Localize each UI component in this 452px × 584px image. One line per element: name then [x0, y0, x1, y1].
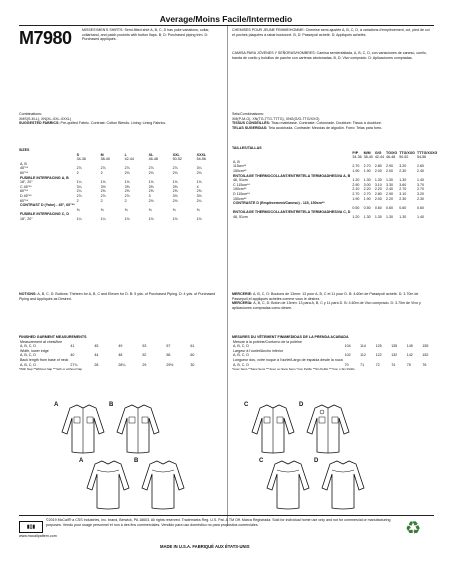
table-cell: 2⅞ [76, 193, 82, 198]
shirt-view-c-front [244, 402, 296, 456]
table-cell: 142 [406, 353, 413, 358]
table-cell: 1.90 [363, 168, 371, 173]
table-cell: 2.10 [352, 187, 360, 192]
table-cell: 1⅛ [148, 180, 154, 185]
table-cell: XXL [172, 152, 180, 157]
table-cell: 1⅛ [172, 180, 178, 185]
view-label: C [244, 402, 249, 408]
finished-measurements-en [19, 335, 224, 372]
table-cell: 1⅛ [124, 180, 130, 185]
table-cell: 50-52 [399, 155, 409, 160]
table-cell: 38-40 [363, 155, 373, 160]
view-label: A [54, 402, 59, 408]
row-label: A, B [20, 161, 27, 166]
row-label: A, B, C, D [233, 344, 249, 349]
table-cell: 1.30 [374, 214, 382, 219]
table-cell: 2⅞ [100, 166, 106, 171]
table-cell: 28 [94, 362, 99, 367]
table-cell: 0.50 [363, 205, 371, 210]
table-cell: 104 [344, 344, 351, 349]
combinations-fr-label: Sets/Combinaisons: [232, 112, 264, 116]
table-cell: 2.90 [386, 164, 394, 169]
row-label: Width, lower edge [20, 348, 49, 353]
table-cell: 2¼ [76, 189, 82, 194]
table-cell: 0.60 [374, 205, 382, 210]
table-cell: 3⅝ [148, 184, 154, 189]
table-cell: 3⅝ [124, 184, 130, 189]
table-cell: 1.30 [399, 178, 407, 183]
table-cell: M [100, 152, 104, 157]
table-cell: 2.30 [399, 168, 407, 173]
notions-value: A, B, C, D: Buttons: Thirteen for A, B, C and Eleven for D. B: 5 yds. of Purchased Piping. D: 4 yds. of Purchased Piping and Appliqués as Desired. [19, 292, 216, 301]
row-label: 18", 20" [20, 216, 33, 221]
row-label: Longueur dos, votre nuque à l'ourlet/Largo de espalda desde la nuca [233, 357, 343, 362]
table-cell: 0.50 [352, 205, 360, 210]
table-cell: 2.00 [386, 168, 394, 173]
table-cell: 2.70 [352, 164, 360, 169]
table-cell: XL [148, 152, 154, 157]
row-label: Measurement at chest/line [20, 339, 63, 344]
table-cell: 1⅛ [196, 216, 202, 221]
suggested-es-label: TELAS SUGERIDAS: [232, 125, 268, 130]
table-cell: ⅜ [124, 207, 128, 212]
row-label: D 115cm** [233, 191, 250, 196]
row-label: A, B, C, D [233, 362, 249, 367]
table-cell: 2.20 [386, 196, 394, 201]
table-cell: 1.30 [363, 214, 371, 219]
column-divider [227, 26, 228, 526]
table-cell: 2.00 [374, 168, 382, 173]
table-cell: 42-44 [374, 155, 385, 160]
table-cell: 152 [422, 353, 429, 358]
combinations-en [19, 112, 224, 126]
yardage-table-en [19, 148, 224, 222]
table-cell: 3¼ [196, 166, 202, 171]
table-cell: 2 [124, 198, 127, 203]
table-cell: 2⅞ [124, 193, 130, 198]
row-label: A, B, C, D [20, 362, 36, 367]
table-cell: ⅜ [196, 207, 200, 212]
notions-fr-value: A, B, C, D: Boutons de 13mm: 13 pour A, B, C et 11 pour D. B: 4.60m de Passepoil acheté. D: 3.70m de Passepoil et appliqués achetés comme vous le désirez. [232, 292, 419, 301]
table-cell: S [76, 152, 80, 157]
shirt-view-a-front [54, 402, 106, 456]
row-label: ENTOILAGE THERMOCOLLANT/ENTRETELA TERMOADHESIVA C, D [233, 210, 351, 215]
table-cell: 4 [196, 184, 199, 189]
table-cell: 122 [375, 353, 382, 358]
table-cell: 2.70 [416, 187, 424, 192]
view-label: A [79, 458, 84, 464]
table-cell: 2⅛ [148, 198, 154, 203]
row-label: 150cm** [233, 168, 247, 173]
finished-fr-label: MESURES DU VÊTEMENT FINI/MEDIDAS DE LA PRENDA ACABADA [232, 335, 349, 339]
row-label: C 45"** [20, 184, 32, 189]
table-cell: 125 [375, 344, 382, 349]
row-label: 46, 51cm [233, 178, 248, 183]
notions-es-value: A, B, C, D: Botón de 13mm: 13 para A, B, C y 11 para D. B: 4.60m de Vivo comprado. D: 3.70m de Vivo y aplicaciones compradas como desee. [232, 301, 421, 310]
table-cell: 52 [142, 353, 147, 358]
table-cell: ⅜ [76, 207, 80, 212]
finished-label: FINISHED GARMENT MEASUREMENTS [19, 335, 87, 339]
table-row [19, 217, 220, 222]
table-cell: 1⅛ [172, 216, 178, 221]
table-cell: 56 [166, 353, 171, 358]
shirt-view-b-back [134, 458, 186, 512]
sizes-label: SIZES [19, 148, 30, 152]
table-cell: 3.00 [363, 182, 371, 187]
shirt-view-d-front [299, 402, 351, 456]
notions-en [19, 292, 224, 301]
table-cell: 2⅞ [124, 166, 130, 171]
notions-fr [232, 292, 432, 310]
suggested-label: SUGGESTED FABRICS: [19, 121, 60, 126]
view-label: D [299, 402, 304, 408]
view-label: D [314, 458, 319, 464]
row-label: FUSIBLE INTERFACING C, D [20, 212, 69, 217]
table-cell: 2⅝ [196, 189, 202, 194]
shirt-view-a-back [79, 458, 131, 512]
table-cell: 2⅞ [148, 166, 154, 171]
table-cell: 49 [118, 344, 123, 349]
notions-es-label: MERCERÍA: [232, 301, 253, 306]
table-cell: 2⅞ [100, 193, 106, 198]
table-cell: P/P [352, 150, 359, 155]
pattern-number: M7980 [19, 28, 72, 48]
row-label: 60"** [20, 170, 29, 175]
table-cell: 42-44 [124, 157, 134, 162]
table-cell: 0.60 [399, 205, 407, 210]
table-cell: 2.30 [399, 196, 407, 201]
table-cell: 1.30 [374, 178, 382, 183]
table-cell: 0.60 [416, 205, 424, 210]
table-cell: 30 [190, 362, 195, 367]
table-cell: 34-36 [352, 155, 362, 160]
table-cell: 2⅞ [172, 166, 178, 171]
table-cell: 71 [360, 362, 365, 367]
row-label: 60"** [20, 189, 29, 194]
table-cell: 2 [100, 170, 103, 175]
finished-grid-fr [232, 340, 437, 368]
table-cell: 2.40 [416, 168, 424, 173]
website-link[interactable]: www.mccallpattern.com [19, 534, 57, 538]
yardage-grid-en [19, 153, 220, 222]
copyright-text: ©2019 McCall® a CSS Industries, Inc. brand, Berwick, PA 18603. All rights reserved. Trademarks Reg. U.S. Pat. & TM Off. Marca Registrada. Sold for individual home use only and not for commercial or manufacturing purposes. Vendu pour usage personnel et non à des fins commerciales. Vendido para uso doméstico no para propósitos comerciales. [46, 518, 391, 527]
table-cell: 132 [391, 353, 398, 358]
table-cell: 45 [94, 344, 99, 349]
table-cell: 2⅛ [196, 170, 202, 175]
table-cell: 74 [391, 362, 396, 367]
table-cell: 3.10 [399, 191, 407, 196]
row-label: 60"** [20, 198, 29, 203]
table-cell: ⅜ [148, 207, 152, 212]
row-label: CONTRAST D (Yoke) - 45", 60"** [20, 203, 75, 208]
table-cell: TTG/XXG [399, 150, 415, 155]
table-cell: 1.20 [352, 178, 360, 183]
table-cell: 2⅞ [76, 166, 82, 171]
sizes-fr-label: TAILLES/TALLAS [232, 146, 262, 150]
table-cell: TTTG/XXXG [416, 150, 438, 155]
finished-measurements-fr [232, 335, 437, 372]
description-es: CAMISA PARA JÓVENES Y SEÑORAS/HOMBRES: Camisa semientallada, A, B, C, D, con variaciones de canesú, cuello, banda de cuello y bolsillos de parche con carteras abotonadas. B, D: Vivo comprado. D: Aplicaciones compradas. [232, 51, 427, 60]
table-cell: 2⅛ [148, 170, 154, 175]
table-cell: 3¼ [76, 184, 82, 189]
table-cell: 2⅝ [148, 189, 154, 194]
table-cell: M/M [363, 150, 371, 155]
footer-rule [19, 515, 434, 516]
table-cell: 3.70 [416, 182, 424, 187]
suggested-es-value: Tela acolchada. Contraste: Mezclas de algodón. Forro: Telas para forro. [268, 125, 383, 130]
table-cell: ⅜ [100, 207, 104, 212]
table-cell: 34-36 [76, 157, 86, 162]
combinations-fr-value: XM(P-M-G), XN(TG-TTG-TTTG), XNG(G/G-TTG/XXG) [232, 116, 320, 121]
table-cell: 3.20 [416, 191, 424, 196]
table-cell: 3.10 [374, 182, 382, 187]
row-label: A, B, C, D [233, 353, 249, 358]
table-cell: 1.20 [352, 214, 360, 219]
notions-fr-label: MERCERIE: [232, 292, 253, 296]
row-label: A, B, C, D [20, 344, 36, 349]
row-label: 115cm** [233, 164, 247, 169]
suggested-fr-value: Tissu matelassé. Contraste: Cotonnade. Doublure: Tissus à doublure. [271, 121, 382, 126]
recycle-icon: ♻ [405, 518, 422, 538]
table-cell: 2⅛ [124, 170, 130, 175]
table-cell: 135 [391, 344, 398, 349]
table-cell: 2 [76, 170, 79, 175]
table-cell: 2⅛ [172, 170, 178, 175]
yardage-table-fr [232, 146, 437, 220]
table-cell: 75 [406, 362, 411, 367]
finished-footnote: *With Nap **Without Nap ***with or without Nap [19, 367, 83, 372]
table-cell: 3.60 [399, 182, 407, 187]
table-cell: 3½ [100, 184, 106, 189]
shirt-view-b-front [109, 402, 161, 456]
table-cell: 3.30 [386, 182, 394, 187]
table-cell: 2.70 [399, 187, 407, 192]
table-cell: 2⅝ [172, 189, 178, 194]
table-cell: 2.90 [386, 191, 394, 196]
combinations-label: Combinations: [19, 112, 42, 116]
table-cell: 1¼ [100, 216, 106, 221]
row-label: 150cm** [233, 196, 247, 201]
row-label: Back length from base of neck [20, 357, 69, 362]
table-cell: 1⅛ [196, 180, 202, 185]
table-cell: L [124, 152, 127, 157]
table-cell: 2.30 [416, 196, 424, 201]
table-cell: 1.90 [363, 196, 371, 201]
table-cell: 2.70 [363, 191, 371, 196]
table-cell: 46-48 [148, 157, 158, 162]
table-cell: 41 [70, 344, 75, 349]
table-cell: 50-52 [172, 157, 182, 162]
row-label: FUSIBLE INTERFACING A, B [20, 175, 69, 180]
difficulty-title: Average/Moins Facile/Intermedio [159, 14, 293, 24]
table-cell: 2 [76, 198, 79, 203]
finished-fr-footnote: *Avec Sens **Sans Sens ***Avec ou Sans Sens *Con Pelillo **Sin Pelillo ***Con o Sin Pelillo [232, 367, 355, 372]
combinations-value: XMS(S-M-L), XN(XL-XXL-XXXL) [19, 116, 72, 121]
table-cell: 2.20 [363, 187, 371, 192]
suggested-value: Pre-quilted Fabric. Contrast: Cotton Blends. Lining: Lining Fabrics. [60, 121, 167, 126]
table-cell: 2¼ [196, 198, 202, 203]
table-cell: TG/XG [386, 150, 398, 155]
view-label: B [109, 402, 114, 408]
table-cell: 76 [422, 362, 427, 367]
row-label: Mesure à la poitrine/Contorno de la poitrine [233, 339, 302, 344]
row-label: A, B [233, 159, 240, 164]
table-cell: 1.30 [386, 178, 394, 183]
notions-label: NOTIONS: [19, 292, 37, 296]
table-cell: 27¾ [70, 362, 78, 367]
table-cell: 28¼ [118, 362, 126, 367]
made-in-text: MADE IN U.S.A. FABRIQUÉ AUX ÉTATS-UNIS [160, 544, 250, 549]
table-cell: 2⅜ [124, 189, 130, 194]
table-cell: 48 [118, 353, 123, 358]
table-cell: 145 [406, 344, 413, 349]
table-cell: 2.80 [374, 191, 382, 196]
table-cell: 155 [422, 344, 429, 349]
table-cell: 114 [360, 344, 366, 349]
table-cell: 40 [70, 353, 75, 358]
view-label: B [134, 458, 139, 464]
table-cell: 1.40 [416, 178, 424, 183]
table-cell: 0.60 [386, 205, 394, 210]
table-cell: 1.90 [352, 168, 360, 173]
table-cell: 3.20 [399, 164, 407, 169]
combinations-fr [232, 112, 432, 130]
table-row [232, 215, 438, 220]
view-label: C [259, 458, 264, 464]
table-cell: G/G [374, 150, 382, 155]
table-cell: 2.20 [374, 187, 382, 192]
table-cell: 53 [142, 344, 147, 349]
finished-grid-en [19, 340, 213, 368]
row-label: Largeur à l'ourlet/Ancho inferior [233, 348, 284, 353]
table-cell: 29 [142, 362, 147, 367]
table-cell: 72 [375, 362, 380, 367]
description-fr: CHEMISES POUR JEUNE FEMME/HOMME: Chemise semi-ajustée A, B, C, D, à variations d'empiècement, col, pied de col et poches plaquées à rabat boutonné. B, D: Passepoil acheté. D: Appliqués achetés. [232, 28, 430, 37]
table-cell: 3⅝ [172, 184, 178, 189]
table-cell: 1¼ [76, 180, 82, 185]
table-cell: 2.00 [374, 196, 382, 201]
row-label: D 45"** [20, 193, 32, 198]
table-cell: 44 [94, 353, 99, 358]
row-label: CONTRASTE D (Empiècement/Canesú) - 115, 150cm** [233, 201, 325, 206]
row-label: ENTOILAGE THERMOCOLLANT/ENTRETELA TERMOADHESIVA A, B [233, 173, 351, 178]
table-cell: XXXL [196, 152, 207, 157]
row-label: 18", 20" [20, 180, 33, 185]
table-cell: 1⅛ [124, 216, 130, 221]
table-cell: 61 [190, 344, 195, 349]
shirt-view-d-back [314, 458, 366, 512]
table-cell: 3⅛ [172, 193, 178, 198]
table-cell: 1¼ [76, 216, 82, 221]
yardage-grid-fr [232, 151, 438, 220]
table-cell: 1.30 [399, 214, 407, 219]
table-cell: 70 [344, 362, 349, 367]
table-cell: 1.30 [386, 214, 394, 219]
table-cell: 2 [100, 198, 103, 203]
suggested-fr-label: TISSUS CONSEILLÉS: [232, 121, 271, 126]
table-cell: 2.90 [352, 182, 360, 187]
row-label: 150cm** [233, 187, 247, 192]
table-cell: 1.30 [363, 178, 371, 183]
table-cell: 54-56 [196, 157, 206, 162]
table-cell: 2.70 [352, 191, 360, 196]
table-cell: 2.70 [363, 164, 371, 169]
table-cell: 1.40 [416, 214, 424, 219]
table-cell: 112 [360, 353, 366, 358]
shirt-view-c-back [259, 458, 311, 512]
row-label: 46, 51cm [233, 214, 248, 219]
table-cell: 46-48 [386, 155, 396, 160]
table-cell: 2⅜ [100, 189, 106, 194]
table-cell: 2⅛ [172, 198, 178, 203]
table-cell: 57 [166, 344, 171, 349]
table-cell: 3⅛ [196, 193, 202, 198]
row-label: 45"** [20, 166, 29, 171]
table-cell: 102 [344, 353, 351, 358]
row-label: C 115cm** [233, 182, 250, 187]
table-cell: 2.40 [386, 187, 394, 192]
table-cell: 1⅛ [100, 180, 106, 185]
table-cell: 3 [148, 193, 151, 198]
table-cell: 60 [190, 353, 195, 358]
description-en: MISSES'/MEN'S SHIRTS: Semi-fitted shirt A, B, C, D has yoke variations, collar, collarband, and patch pockets with button flaps. B, D: Purchased piping trim. D: Purchased appliqués. [82, 28, 210, 42]
row-label: A, B, C, D [20, 353, 36, 358]
table-cell: 38-40 [100, 157, 110, 162]
table-cell: 2.80 [374, 164, 382, 169]
table-cell: 1.90 [352, 196, 360, 201]
table-cell: 54-56 [416, 155, 427, 160]
table-cell: 2.60 [416, 164, 424, 169]
table-cell: ⅜ [172, 207, 176, 212]
barcode-icon: ▮▯▮ [19, 521, 43, 533]
table-cell: 1⅛ [148, 216, 154, 221]
table-cell: 29½ [166, 362, 174, 367]
